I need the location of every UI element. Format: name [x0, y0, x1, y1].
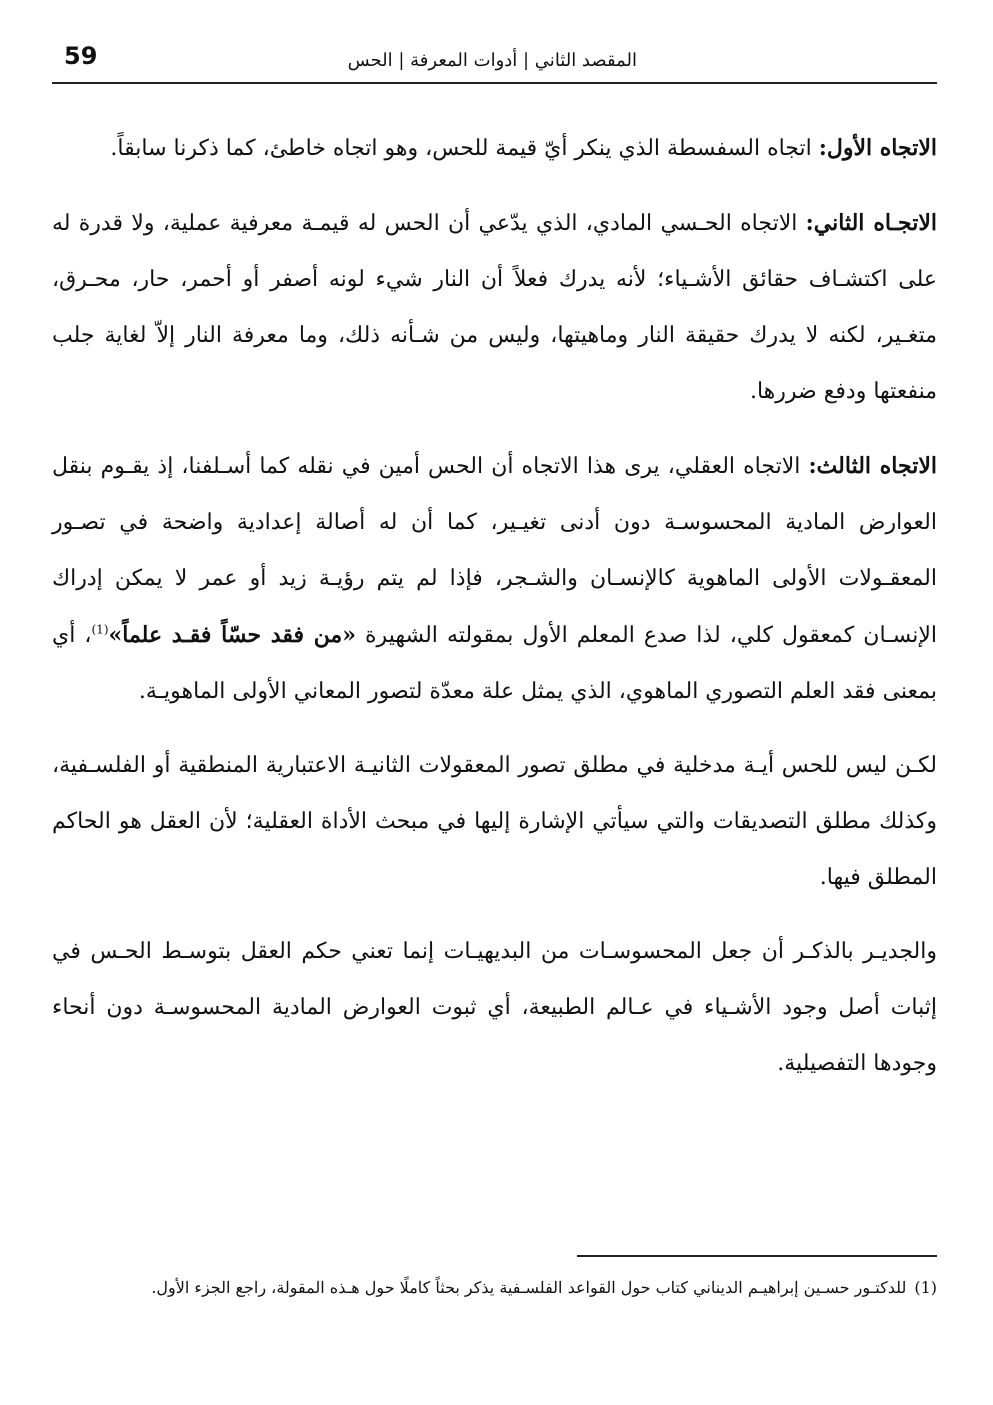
paragraph-text: اتجاه السفسطة الذي ينكر أيّ قيمة للحس، وهو اتجاه خاطئ، كما ذكرنا سابقاً. [110, 136, 819, 161]
footnote-separator [577, 1255, 937, 1257]
paragraph-first-direction [52, 120, 937, 177]
paragraph-lead: الاتجاه الثالث: [808, 453, 937, 479]
paragraph-second-direction [52, 195, 937, 420]
paragraph-third-direction [52, 438, 937, 720]
footnote-reference[interactable]: (1) [91, 622, 109, 637]
paragraph-text: لكـن ليس للحس أيـة مدخلية في مطلق تصور المعقولات الثانيـة الاعتبارية المنطقية أو الفلسـفية، وكذلك مطلق التصديقات والتي سيأتي الإشارة إليها في مبحث الأداة العقلية؛ لأن العقل هو الحاكم المطلق فيها. [52, 753, 938, 890]
paragraph-text-tail: ، أي بمعنى فقد العلم التصوري الماهوي، الذي يمثل علة معدّة لتصور المعاني الأولى الماهويـة. [52, 623, 937, 704]
body-text [52, 120, 937, 1110]
paragraph-fourth [52, 738, 937, 906]
page-header [52, 36, 937, 84]
footnote [52, 1268, 937, 1308]
paragraph-fifth [52, 924, 937, 1092]
paragraph-text: الاتجاه العقلي، يرى هذا الاتجاه أن الحس أمين في نقله كما أسـلفنا، إذ يقـوم بنقل العوارض المادية المحسوسـة دون أدنى تغيـير، كما أن له أصالة إعدادية واضحة في تصـور المعقـولات الأولى الماهوية كالإنسـان والشـجر، فإذا لم يتم رؤيـة زيد أو عمر لا يمكن إدراك الإنسـان كمعقول كلي، لذا صدع المعلم الأول بمقولته الشهيرة [52, 454, 938, 648]
page-number: 59 [64, 42, 98, 70]
footnote-marker: (1) [914, 1278, 937, 1297]
running-head: المقصد الثاني | أدوات المعرفة | الحس [347, 50, 637, 71]
paragraph-lead: الاتجاه الأول: [818, 135, 937, 161]
paragraph-text: الاتجاه الحـسي المادي، الذي يدّعي أن الحس له قيمـة معرفية عملية، ولا قدرة له على اكتشـاف حقائق الأشـياء؛ لأنه يدرك فعلاً أن النار شيء لونه أصفر أو أحمر، حار، محـرق، متغـير، لكنه لا يدرك حقيقة النار وماهيتها، وليس من شـأنه ذلك، وما معرفة النار إلاّ لغاية جلب منفعتها ودفع ضررها. [52, 211, 937, 404]
footnote-text: للدكتـور حسـين إبراهيـم الديناني كتاب حول القواعد الفلسـفية يذكر بحثاً كاملًا حول هـذه المقولة، راجع الجزء الأول. [151, 1278, 907, 1297]
paragraph-text: والجديـر بالذكـر أن جعل المحسوسـات من البديهيـات إنما تعني حكم العقل بتوسـط الحـس في إثبات أصل وجود الأشـياء في عـالم الطبيعة، أي ثبوت العوارض المادية المحسوسـة دون أنحاء وجودها التفصيلية. [52, 939, 937, 1076]
paragraph-lead: الاتجـاه الثاني: [805, 210, 938, 236]
quoted-saying: «من فقد حسّاً فقـد علماً» [108, 622, 356, 648]
